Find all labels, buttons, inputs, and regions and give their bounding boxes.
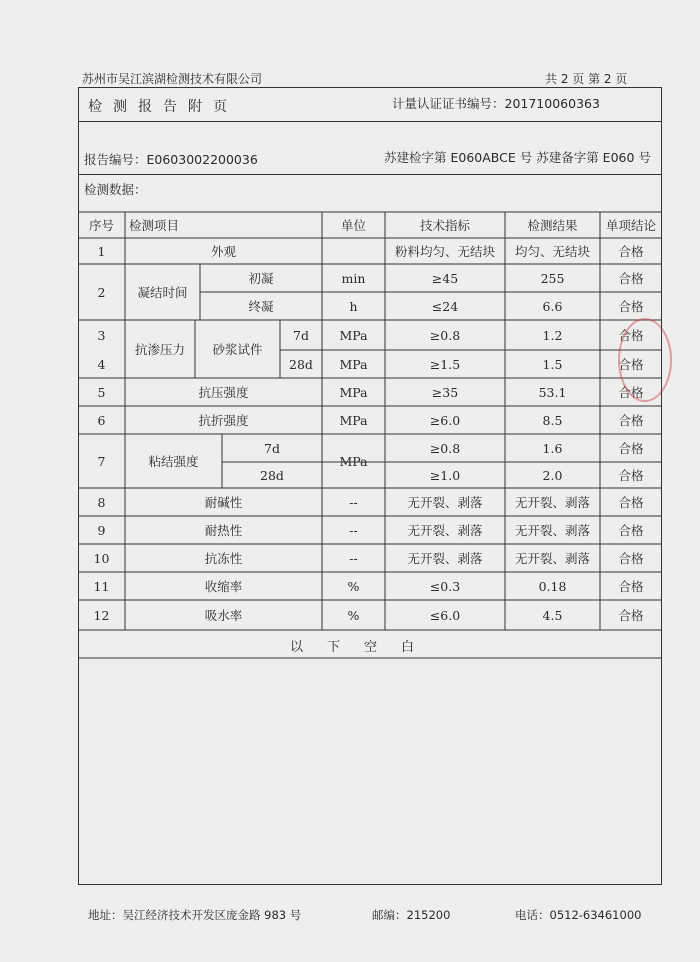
row-unit: %: [347, 578, 360, 594]
row-no: 11: [93, 578, 110, 594]
row-spec: ≥6.0: [429, 412, 461, 428]
row-age: 28d: [289, 356, 313, 372]
row-conclusion: 合格: [618, 551, 644, 566]
row-unit: %: [347, 607, 360, 623]
row-no: 10: [93, 550, 110, 566]
row-result: 均匀、无结块: [514, 244, 590, 259]
row-item: 耐碱性: [204, 495, 243, 510]
row-unit: --: [349, 550, 358, 566]
row-no: 2: [97, 284, 106, 300]
blank-note: 以下空白: [290, 640, 439, 655]
row-spec: 无开裂、剥落: [407, 523, 483, 538]
col-header-item: 检测项目: [129, 218, 180, 233]
row-age: 28d: [260, 467, 284, 483]
row-result: 4.5: [542, 607, 563, 623]
row-spec: ≥45: [431, 270, 459, 286]
row-conclusion: 合格: [618, 495, 644, 510]
row-unit: h: [349, 298, 358, 314]
row-result: 6.6: [542, 298, 563, 314]
report-number: 报告编号：E0603002200036: [84, 152, 258, 167]
row-conclusion: 合格: [618, 413, 644, 428]
page-title: 检测报告附页: [88, 99, 238, 115]
row-no: 8: [97, 494, 106, 510]
row-result: 无开裂、剥落: [514, 523, 590, 538]
row-item: 抗渗压力: [134, 342, 185, 357]
row-result: 255: [540, 270, 565, 286]
section-label: 检测数据：: [84, 182, 147, 197]
row-spec: 粉料均匀、无结块: [394, 244, 495, 259]
row-item: 收缩率: [204, 579, 243, 594]
row-result: 1.2: [542, 327, 563, 343]
row-subitem: 砂浆试件: [212, 342, 263, 357]
row-spec: ≥1.5: [429, 356, 461, 372]
row-unit: min: [341, 270, 366, 286]
row-conclusion: 合格: [618, 385, 644, 400]
row-no: 4: [97, 356, 106, 372]
row-spec: ≥0.8: [429, 327, 461, 343]
row-item: 粘结强度: [148, 454, 199, 469]
row-item: 吸水率: [204, 608, 243, 623]
row-conclusion: 合格: [618, 328, 644, 343]
col-header-unit: 单位: [340, 218, 366, 233]
row-result: 8.5: [542, 412, 563, 428]
row-result: 2.0: [542, 467, 563, 483]
row-spec: ≥0.8: [429, 440, 461, 456]
row-result: 1.5: [542, 356, 563, 372]
page-info: 共 2 页 第 2 页: [545, 72, 628, 86]
row-subitem: 初凝: [248, 271, 274, 286]
row-conclusion: 合格: [618, 468, 644, 483]
row-spec: 无开裂、剥落: [407, 551, 483, 566]
row-unit: MPa: [339, 327, 368, 343]
row-conclusion: 合格: [618, 357, 644, 372]
row-item: 外观: [210, 244, 236, 259]
row-result: 无开裂、剥落: [514, 551, 590, 566]
col-header-conclusion: 单项结论: [605, 218, 656, 233]
row-result: 无开裂、剥落: [514, 495, 590, 510]
row-spec: ≤24: [431, 298, 459, 314]
row-spec: ≤0.3: [429, 578, 461, 594]
row-spec: ≥35: [431, 384, 459, 400]
col-header-no: 序号: [88, 218, 114, 233]
row-conclusion: 合格: [618, 441, 644, 456]
row-unit: --: [349, 494, 358, 510]
col-header-result: 检测结果: [527, 218, 578, 233]
row-item: 抗压强度: [198, 385, 249, 400]
row-item: 抗折强度: [198, 413, 249, 428]
row-conclusion: 合格: [618, 523, 644, 538]
row-no: 6: [97, 412, 106, 428]
row-age: 7d: [293, 327, 309, 343]
footer-phone: 电话：0512-63461000: [515, 908, 642, 922]
row-subitem: 终凝: [248, 299, 274, 314]
footer-address: 地址：吴江经济技术开发区庞金路 983 号: [88, 908, 302, 922]
row-result: 53.1: [538, 384, 567, 400]
row-no: 7: [97, 453, 106, 469]
row-unit: MPa: [339, 453, 368, 469]
row-no: 1: [97, 243, 106, 259]
cert-number: 计量认证证书编号：201710060363: [392, 96, 600, 111]
row-result: 0.18: [538, 578, 567, 594]
row-unit: MPa: [339, 384, 368, 400]
row-age: 7d: [264, 440, 280, 456]
col-header-spec: 技术指标: [419, 218, 470, 233]
row-spec: ≥1.0: [429, 467, 461, 483]
row-item: 凝结时间: [137, 285, 188, 300]
row-no: 5: [97, 384, 106, 400]
row-unit: --: [349, 522, 358, 538]
row-conclusion: 合格: [618, 608, 644, 623]
footer-postcode: 邮编：215200: [372, 908, 451, 922]
row-no: 12: [93, 607, 110, 623]
row-spec: ≤6.0: [429, 607, 461, 623]
row-conclusion: 合格: [618, 299, 644, 314]
row-conclusion: 合格: [618, 271, 644, 286]
row-no: 3: [97, 327, 106, 343]
row-conclusion: 合格: [618, 244, 644, 259]
row-result: 1.6: [542, 440, 563, 456]
row-no: 9: [97, 522, 106, 538]
row-spec: 无开裂、剥落: [407, 495, 483, 510]
qualification-number: 苏建检字第 E060ABCE 号 苏建备字第 E060 号: [384, 150, 651, 165]
row-unit: MPa: [339, 356, 368, 372]
row-item: 抗冻性: [204, 551, 243, 566]
row-item: 耐热性: [204, 523, 243, 538]
row-unit: MPa: [339, 412, 368, 428]
company-name: 苏州市吴江滨湖检测技术有限公司: [82, 72, 263, 86]
row-conclusion: 合格: [618, 579, 644, 594]
official-seal: [618, 318, 672, 402]
